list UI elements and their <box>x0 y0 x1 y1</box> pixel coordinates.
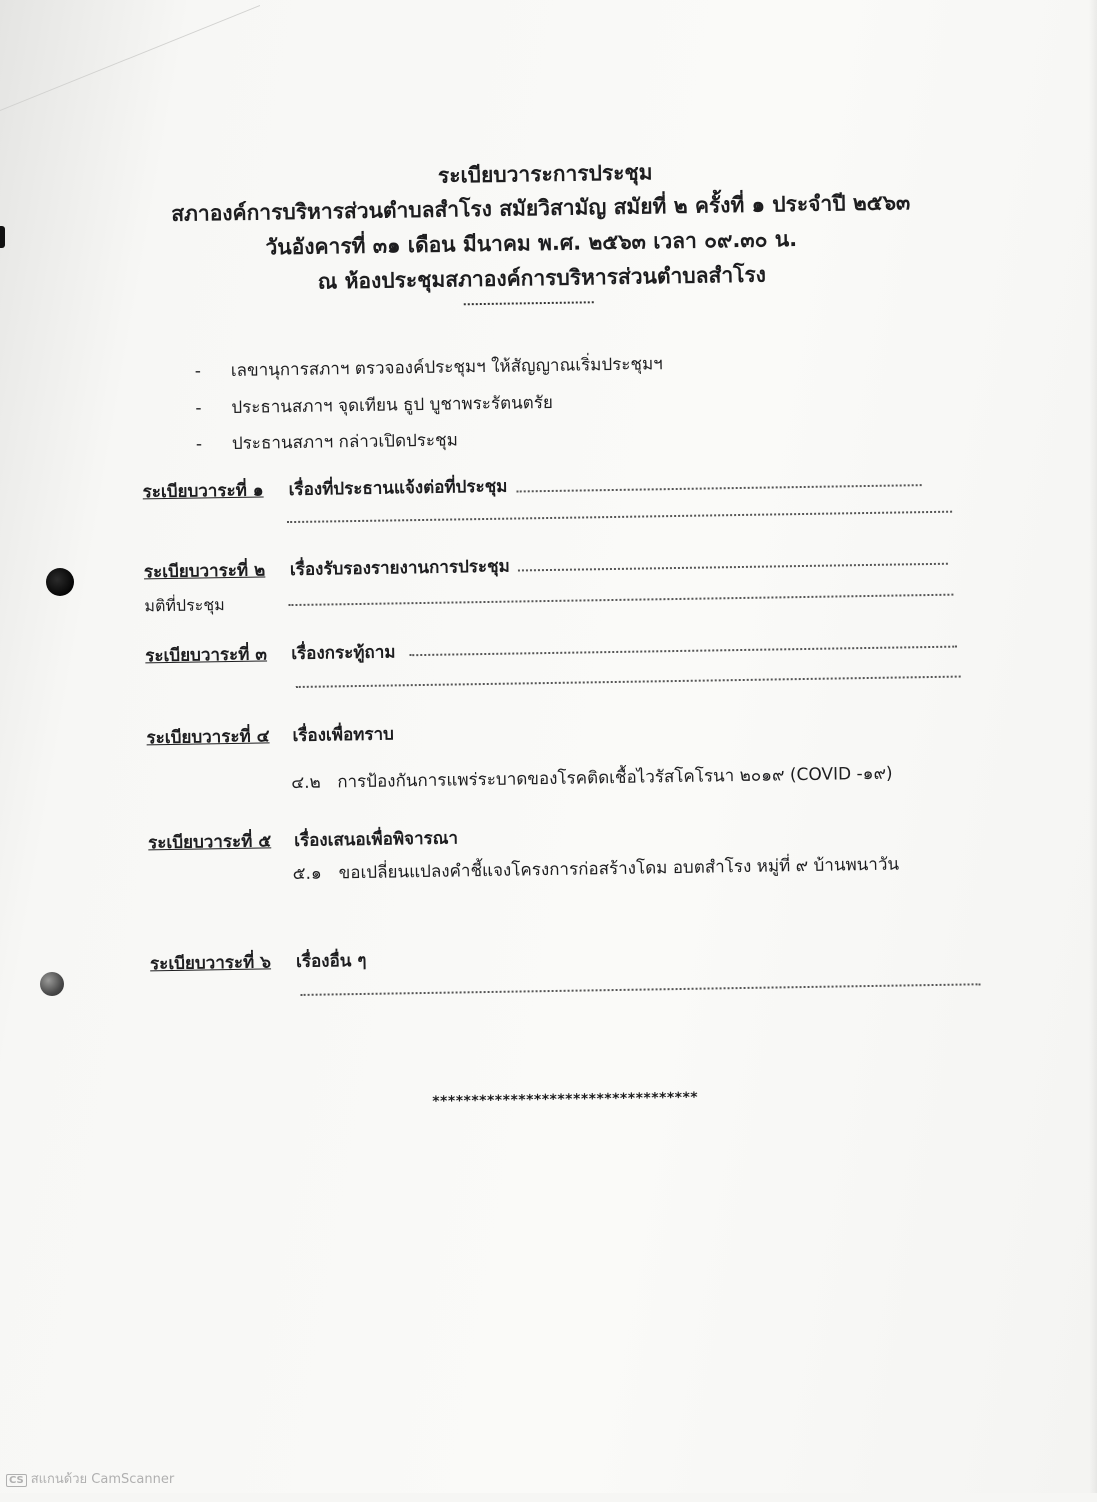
prelim-item <box>195 350 663 384</box>
agenda-title: เรื่องที่ประธานแจ้งต่อที่ประชุม <box>288 476 508 501</box>
agenda-label: ระเบียบวาระที่ ๕ <box>148 831 272 854</box>
doc-session-line: สภาองค์การบริหารส่วนตำบลสำโรง สมัยวิสามัญ สมัยที่ ๒ ครั้งที่ ๑ ประจำปี ๒๕๖๓ <box>171 190 911 226</box>
agenda-title: เรื่องเพื่อทราบ <box>292 724 395 747</box>
agenda-title: เรื่องรับรองรายงานการประชุม <box>289 556 510 581</box>
title-divider <box>464 301 594 305</box>
agenda-item-2 <box>144 553 510 586</box>
prelim-text: ประธานสภาฯ กล่าวเปิดประชุม <box>231 430 458 454</box>
agenda-title: เรื่องอื่น ๆ <box>295 950 367 973</box>
fill-line <box>288 594 953 606</box>
fill-line <box>517 484 922 492</box>
sub-agenda-text: ขอเปลี่ยนแปลงคำชี้แจงโครงการก่อสร้างโดม อบตสำโรง หมู่ที่ ๙ บ้านพนาวัน <box>338 854 900 884</box>
sub-agenda-number: ๔.๒ <box>291 772 321 794</box>
agenda-label: ระเบียบวาระที่ ๓ <box>145 644 268 667</box>
agenda-label: ระเบียบวาระที่ ๒ <box>143 560 266 583</box>
bullet-dash: - <box>195 434 203 455</box>
bullet-dash: - <box>195 398 202 419</box>
agenda-title: เรื่องเสนอเพื่อพิจารณา <box>294 828 459 852</box>
prelim-item <box>196 426 458 457</box>
resolution-label: มติที่ประชุม <box>144 595 225 616</box>
fill-line <box>518 563 948 572</box>
sub-agenda-item <box>291 760 893 796</box>
fill-line <box>301 983 981 996</box>
agenda-title: เรื่องกระทู้ถาม <box>291 642 396 665</box>
sub-agenda-text: การป้องกันการแพร่ระบาดของโรคติดเชื้อไวรัสโคโรนา ๒๐๑๙ (COVID -๑๙) <box>337 763 893 793</box>
agenda-item-4 <box>146 720 394 751</box>
prelim-text: เลขานุการสภาฯ ตรวจองค์ประชุมฯ ให้สัญญาณเริ่มประชุมฯ <box>230 354 663 381</box>
agenda-item-6 <box>150 947 367 977</box>
agenda-label: ระเบียบวาระที่ ๔ <box>146 726 270 749</box>
agenda-item-5 <box>148 824 458 856</box>
sub-agenda-item <box>292 851 899 888</box>
prelim-item <box>195 389 553 422</box>
agenda-label: ระเบียบวาระที่ ๖ <box>149 952 272 975</box>
agenda-item-3 <box>145 638 396 669</box>
agenda-label: ระเบียบวาระที่ ๑ <box>142 480 264 503</box>
camscanner-icon: CS <box>6 1474 27 1487</box>
watermark-text: สแกนด้วย CamScanner <box>30 1472 175 1487</box>
bullet-dash: - <box>194 361 202 382</box>
doc-date-line: วันอังคารที่ ๓๑ เดือน มีนาคม พ.ศ. ๒๕๖๓ เวลา ๐๙.๓๐ น. <box>265 227 798 260</box>
doc-venue-line: ณ ห้องประชุมสภาองค์การบริหารส่วนตำบลสำโรง <box>317 262 767 294</box>
end-of-document-stars: ********************************** <box>432 1089 699 1110</box>
fill-line <box>287 511 952 523</box>
fill-line <box>296 676 961 688</box>
scanner-watermark <box>6 1468 174 1489</box>
fill-line <box>409 646 957 657</box>
agenda-item-1 <box>142 473 507 506</box>
doc-title: ระเบียบวาระการประชุม <box>437 160 653 188</box>
sub-agenda-number: ๕.๑ <box>292 863 322 885</box>
prelim-text: ประธานสภาฯ จุดเทียน ธูป บูชาพระรัตนตรัย <box>231 392 554 418</box>
